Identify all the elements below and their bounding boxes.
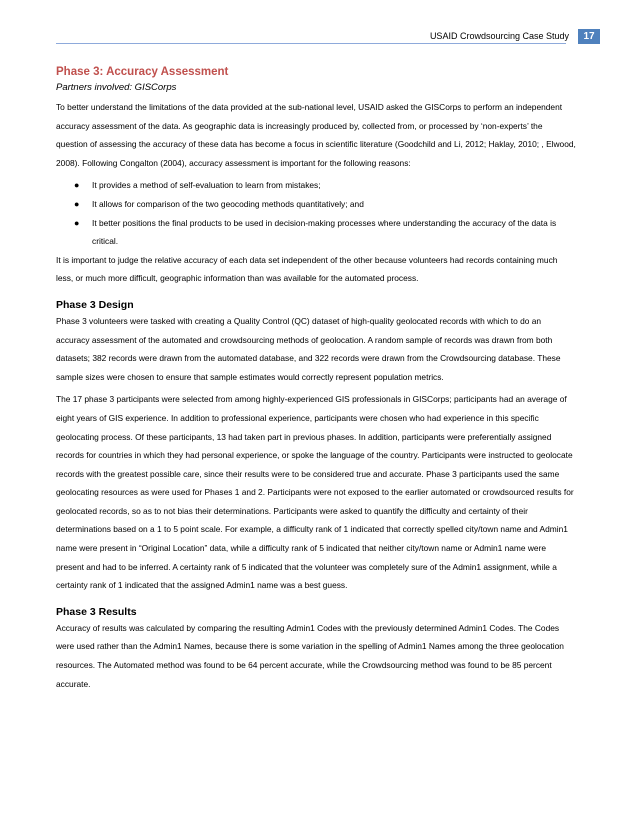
list-item-text: It allows for comparison of the two geocoding methods quantitatively; and (92, 198, 364, 209)
header-title: USAID Crowdsourcing Case Study (429, 31, 569, 41)
design-paragraph-1: Phase 3 volunteers were tasked with creating a Quality Control (QC) dataset of high-quality geolocated records with which to do an accuracy assessment of the automated and crowdsourcing methods of geolocation. A random sample of records was drawn from both datasets; 382 records were drawn from the automated database, and 322 records were drawn from the Crowdsourcing database. These sample sizes were chosen to ensure that sample estimates would correctly represent population metrics. (56, 315, 561, 382)
bullet-icon: ● (74, 180, 80, 191)
section-heading-design: Phase 3 Design (56, 298, 134, 311)
intro-paragraph: To better understand the limitations of the data provided at the sub-national level, USAID asked the GISCorps to perform an independent accuracy assessment of the data. As geographic data is increasingly produced by, collected from, or processed by ‘non-experts’ the question of assessing the accuracy of these data has become a focus in scientific literature (Goodchild and Li, 2012; Haklay, 2010; , Elwood, 2008). Following Congalton (2004), accuracy assessment is important for the following reasons: (56, 102, 576, 168)
page-content (56, 64, 576, 697)
list-item-text: It better positions the final products to be used in decision-making processes where understanding the accuracy of the data is critical. (92, 217, 557, 247)
partners-subtitle: Partners involved: GISCorps (56, 82, 177, 93)
results-paragraph: Accuracy of results was calculated by comparing the resulting Admin1 Codes with the previously determined Admin1 Codes. The Codes were used rather than the Admin1 Names, because there is some variation in the spelling of Admin1 Names among the three geolocation resources. The Automated method was found to be 64 percent accurate, while the Crowdsourcing method was found to be 85 percent accurate. (56, 622, 564, 689)
list-item (74, 195, 576, 214)
design-paragraph-2: The 17 phase 3 participants were selected from among highly-experienced GIS professionals in GISCorps; participants had an average of eight years of GIS experience. In addition to professional experience, participants were chosen who had experience in this specific geolocating process. Of these participants, 13 had taken part in previous phases. In addition, participants were preferentially assigned records for countries in which they had personal experience, or spoke the language of the country. Participants were instructed to geolocate records with the greatest possible care, since their results were to be considered true and accurate. Phase 3 participants used the same geolocating resources as were used for Phases 1 and 2. Participants were not exposed to the earlier automated or crowdsourced results for geolocated records, so as to not bias their determinations. Participants were asked to quantify the difficulty and certainty of their determinations based on a 1 to 5 point scale. For example, a difficulty rank of 1 indicated that correctly spelled city/town name and Admin1 name were present in “Original Location” data, while a difficulty rank of 5 indicated that neither city/town name or Admin1 name were present and had to be inferred. A certainty rank of 5 indicated that the volunteer was completely sure of the Admin1 assignment, while a certainty rank of 1 indicated that the assigned Admin1 name was a best guess. (56, 394, 574, 591)
reasons-list (56, 176, 576, 250)
header-divider (56, 43, 566, 44)
list-item-text: It provides a method of self-evaluation to learn from mistakes; (92, 180, 321, 191)
bullet-icon: ● (74, 217, 80, 228)
importance-paragraph: It is important to judge the relative accuracy of each data set independent of the other because volunteers had records containing much less, or much more difficult, geographic information than was available for the automated process. (56, 254, 558, 284)
section-heading-results: Phase 3 Results (56, 605, 137, 618)
list-item (74, 214, 576, 251)
section-heading-phase3: Phase 3: Accuracy Assessment (56, 66, 229, 78)
bullet-icon: ● (74, 198, 80, 209)
list-item (74, 176, 576, 195)
page-number: 17 (578, 29, 600, 44)
